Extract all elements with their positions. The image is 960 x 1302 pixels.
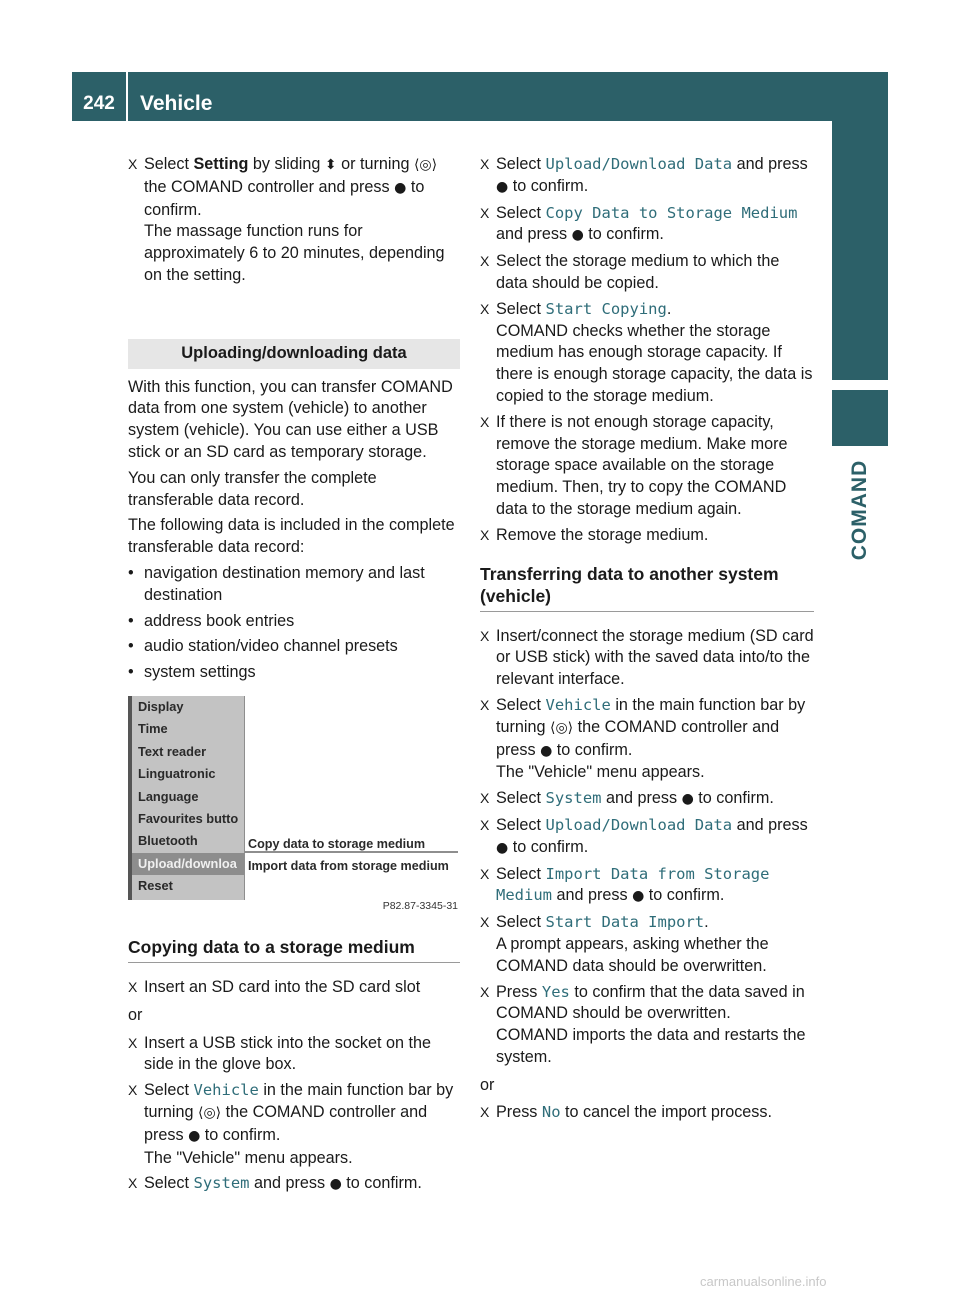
step-text: to confirm. [583,225,664,244]
press-controller-icon: ● [632,888,645,905]
step-select-upload-download [480,154,814,199]
step-text: Select [144,155,194,173]
step-text: to cancel the import process. [560,1103,772,1122]
step-remove-medium [480,525,814,547]
step-press-no [480,1102,814,1124]
menu-item-text-reader: Text reader [138,743,207,759]
ui-system-label: System [193,1174,250,1193]
step-arrow-icon: X [480,1104,490,1121]
or-text: or [480,1075,495,1094]
bullet-icon: • [128,637,134,656]
step-text: Select [496,864,546,883]
ui-yes-label: Yes [541,982,570,1001]
step-text: in the main function bar by turning [496,695,806,736]
step-insert-sd [128,977,460,999]
step-insert-medium [480,626,814,691]
menu-item-upload-download: Upload/downloa [132,853,244,875]
step-select-import-data [480,864,814,909]
ui-no-label: No [541,1103,561,1122]
side-tab-bar [832,121,888,380]
step-select-system [480,788,814,811]
step-text: to confirm. [693,789,774,808]
turn-controller-icon: ⟨◎⟩ [550,719,574,736]
menu-item-time: Time [138,721,168,737]
step-text: . [704,913,709,932]
ui-vehicle-label: Vehicle [545,695,611,714]
step-arrow-icon: X [128,1175,138,1192]
paragraph: The following data is included in the complete transferable data record: [128,516,455,557]
press-controller-icon: ● [571,227,584,244]
menu-item-favourites: Favourites butto [138,810,239,826]
step-select-storage-medium [480,251,814,295]
step-text: to confirm. [552,740,633,759]
paragraph: With this function, you can transfer COMAND data from one system (vehicle) to another system (vehicle). You can use either a USB stick or an SD card as temporary storage. [128,377,453,461]
section-title: Vehicle [140,92,213,115]
press-controller-icon: ● [188,1127,201,1144]
step-text: and press [732,155,808,173]
step-arrow-icon: X [480,526,490,543]
ui-upload-download-label: Upload/Download Data [545,815,733,834]
slide-controller-icon: ⬍ [324,157,337,173]
step-text: the COMAND controller and press [144,177,395,196]
press-controller-icon: ● [329,1176,342,1193]
step-text: the COMAND controller and press [144,1102,428,1144]
side-tab-marker [832,390,888,446]
step-text: to confirm. [508,837,589,856]
ui-copy-data-label: Copy Data to Storage Medium [545,203,798,222]
step-text: and press [732,815,808,834]
step-text: to confirm. [200,1125,281,1144]
step-arrow-icon: X [128,156,138,172]
right-column [480,154,814,1128]
step-result-text: A prompt appears, asking whether the COMAND data should be overwritten. [496,934,769,975]
step-result-text: The massage function runs for approximately 6 to 20 minutes, depending on the setting. [144,222,445,284]
step-text: Select [496,913,546,932]
system-menu [128,696,245,900]
step-text: Remove the storage medium. [496,525,709,544]
step-select-copy-data [480,203,814,248]
press-controller-icon: ● [540,742,553,759]
step-text: by sliding [248,155,325,173]
step-arrow-icon: X [480,253,490,270]
list-item-text: navigation destination memory and last destination [144,563,425,604]
press-controller-icon: ● [496,178,509,195]
ui-system-label: System [545,789,602,808]
step-text: and press [601,789,682,808]
step-press-yes [480,982,814,1069]
turn-controller-icon: ⟨◎⟩ [413,157,438,173]
step-arrow-icon: X [480,156,490,172]
menu-item-language: Language [138,788,199,804]
menu-item-bluetooth: Bluetooth [138,833,198,849]
step-text: Select [496,815,546,834]
step-text: Select [496,695,546,714]
step-arrow-icon: X [480,300,490,317]
step-arrow-icon: X [480,413,490,430]
step-text: . [666,299,672,318]
step-select-system [128,1173,460,1196]
list-item [128,563,460,607]
step-arrow-icon: X [480,627,490,644]
step-text: Select [496,203,546,222]
step-text: Select [496,155,546,173]
step-text: Select the storage medium to which the data should be copied. [496,252,780,292]
bullet-icon: • [128,611,134,630]
step-result-text: COMAND checks whether the storage medium has enough storage capacity. If there is enough storage capacity, the data is copied to the storage medium. [496,321,813,405]
ui-import-data-label: Import Data from Storage Medium [496,864,770,905]
list-item-text: address book entries [144,611,295,630]
ui-vehicle-label: Vehicle [193,1081,259,1100]
ui-start-import-label: Start Data Import [545,913,705,932]
step-arrow-icon: X [480,914,490,931]
press-controller-icon: ● [394,179,407,196]
page-number: 242 [83,93,115,114]
step-text: and press [249,1174,330,1193]
submenu-divider [245,851,458,853]
bullet-icon: • [128,563,134,582]
list-item [128,611,460,633]
list-item [128,636,460,658]
step-result-text: The "Vehicle" menu appears. [496,763,705,782]
step-arrow-icon: X [480,816,490,833]
ui-start-copying-label: Start Copying [545,299,667,318]
submenu-copy-data: Copy data to storage medium [248,836,426,851]
step-arrow-icon: X [128,978,138,995]
step-arrow-icon: X [480,865,490,882]
heading-transferring: Transferring data to another system (vehicle) [480,563,814,612]
step-select-setting [128,154,460,287]
step-text: Insert a USB stick into the socket on the side in the glove box. [144,1033,432,1074]
step-start-import [480,912,814,977]
figure-reference: P82.87-3345-31 [382,899,458,912]
step-text: Select [496,789,546,808]
step-select-vehicle [480,695,814,784]
submenu-panel [245,696,458,900]
step-text: Select [144,1081,194,1100]
comand-screen-figure [128,696,458,912]
menu-item-display: Display [138,698,184,714]
step-text: to confirm. [508,176,589,195]
step-arrow-icon: X [480,790,490,807]
step-not-enough-capacity [480,412,814,521]
step-arrow-icon: X [480,983,490,1000]
bullet-icon: • [128,663,134,682]
paragraph: You can only transfer the complete transferable data record. [128,468,377,509]
step-text: and press [552,886,633,905]
step-text: to confirm that the data saved in COMAND should be overwritten. [496,982,805,1023]
step-start-copying [480,299,814,408]
step-result-text: COMAND imports the data and restarts the system. [496,1026,806,1066]
step-text: in the main function bar by turning [144,1081,454,1121]
ui-setting-label: Setting [193,155,249,173]
list-item-text: system settings [144,663,256,682]
step-text: or turning [336,155,414,173]
step-arrow-icon: X [480,696,490,713]
menu-item-linguatronic: Linguatronic [138,766,216,782]
page-header [72,72,888,121]
step-arrow-icon: X [128,1034,138,1051]
step-text: If there is not enough storage capacity, remove the storage medium. Make more storage space available on the storage medium. Then, try to copy the COMAND data to the storage medium again. [496,412,788,518]
heading-copying: Copying data to a storage medium [128,936,460,963]
or-text: or [128,1005,143,1024]
list-item [128,662,460,684]
left-column [128,154,460,1200]
step-text: Select [144,1174,194,1193]
step-insert-usb [128,1033,460,1077]
step-arrow-icon: X [480,204,490,221]
step-select-vehicle [128,1080,460,1169]
menu-item-reset: Reset [138,878,173,894]
step-text: to confirm. [341,1174,422,1193]
turn-controller-icon: ⟨◎⟩ [198,1104,222,1121]
step-select-upload-download [480,815,814,860]
step-text: Insert/connect the storage medium (SD card or USB stick) with the saved data into/to the relevant interface. [496,626,814,689]
step-text: to confirm. [644,886,725,905]
list-item-text: audio station/video channel presets [144,637,398,656]
step-text: to confirm. [144,177,425,219]
submenu-import-data: Import data from storage medium [248,858,449,873]
step-result-text: The "Vehicle" menu appears. [144,1148,353,1167]
ui-upload-download-label: Upload/Download Data [545,155,733,173]
press-controller-icon: ● [681,791,694,808]
watermark-text: carmanualsonline.info [700,1274,827,1289]
press-controller-icon: ● [496,839,509,856]
step-text: Insert an SD card into the SD card slot [144,977,421,996]
step-text: Press [496,1103,542,1122]
step-text: and press [496,225,572,244]
header-divider [126,72,128,121]
side-tab-label: COMAND [848,459,871,561]
step-text: Select [496,299,546,318]
step-text: Press [496,982,542,1001]
heading-uploading: Uploading/downloading data [128,339,460,369]
step-text: the COMAND controller and press [496,717,780,759]
step-arrow-icon: X [128,1082,138,1099]
